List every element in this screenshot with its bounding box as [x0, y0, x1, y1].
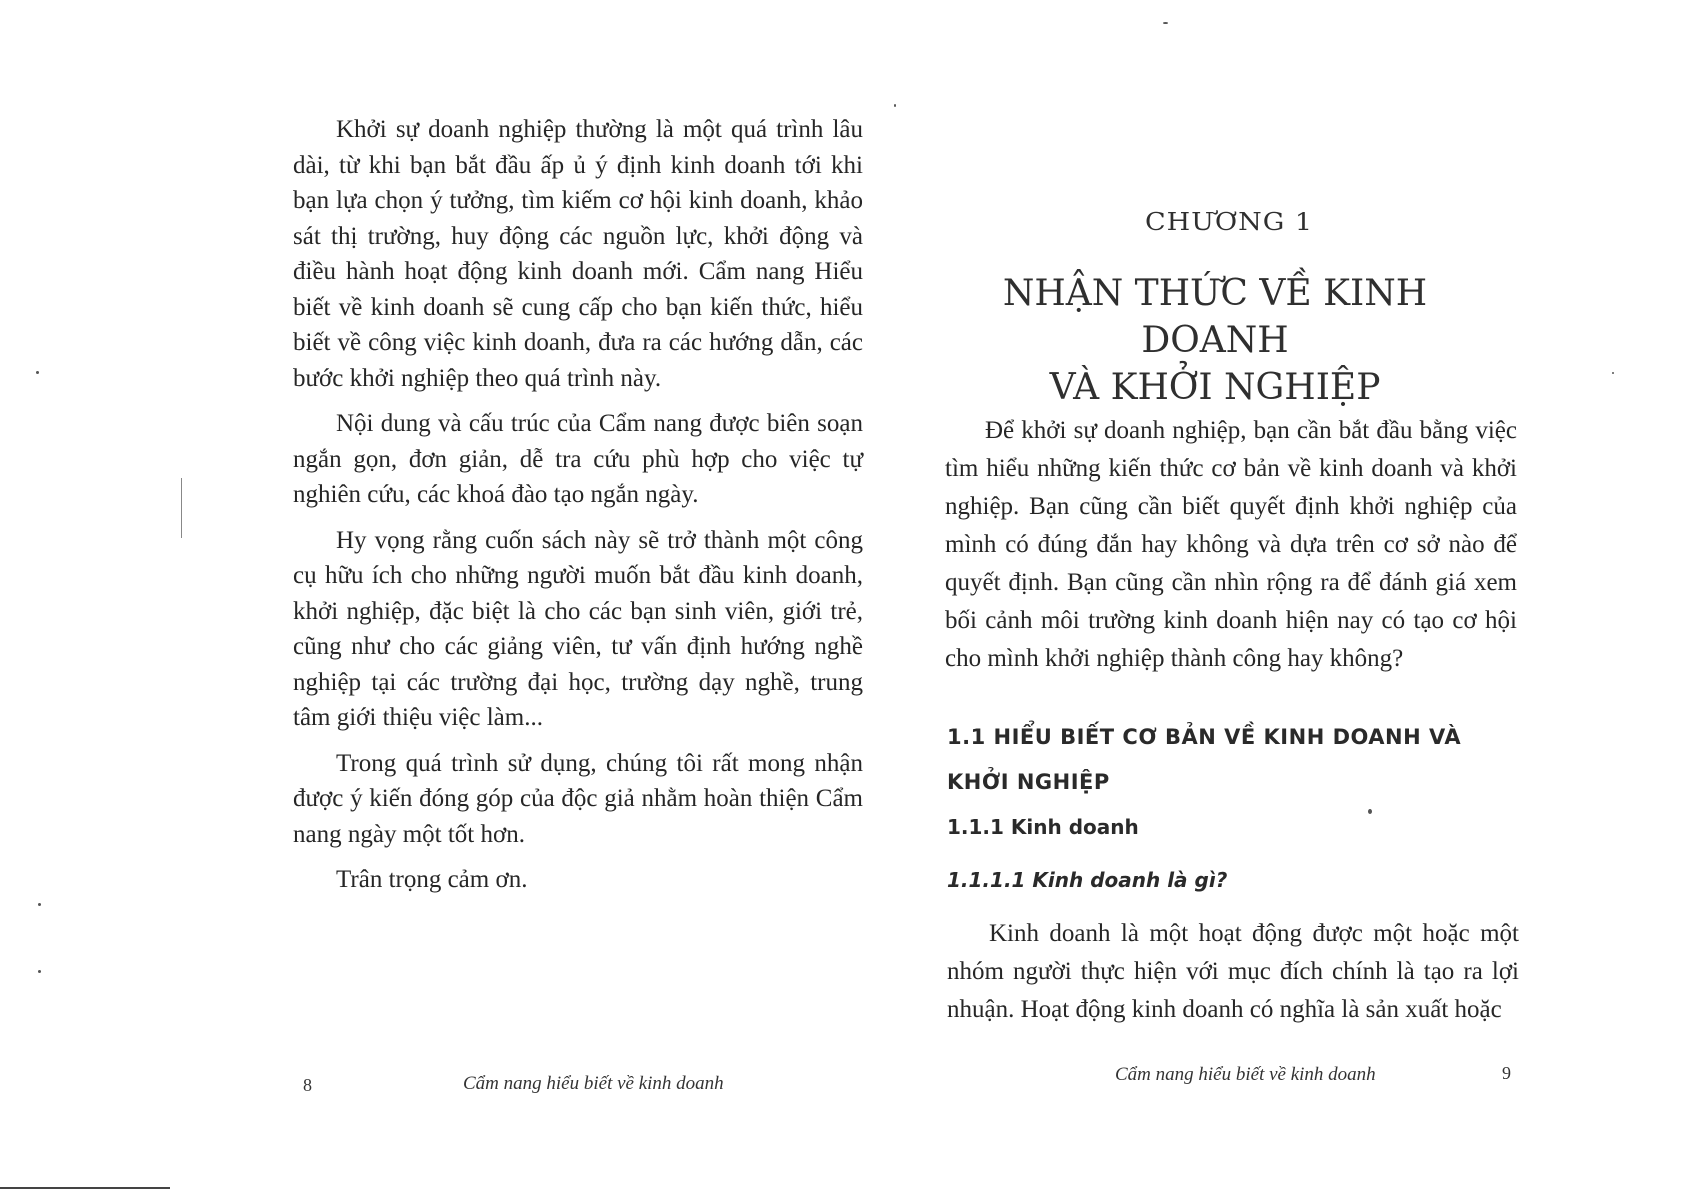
paragraph-feedback: Trong quá trình sử dụng, chúng tôi rất mong nhận được ý kiến đóng góp của độc giả nhằm hoàn thiện Cẩm nang ngày một tốt hơn.	[293, 749, 863, 848]
scan-speck	[36, 371, 39, 374]
scan-edge-line	[0, 1187, 170, 1189]
chapter-title	[940, 270, 1490, 411]
paragraph-intro: Khởi sự doanh nghiệp thường là một quá trình lâu dài, từ khi bạn bắt đầu ấp ủ ý định kinh doanh tới khi bạn lựa chọn ý tưởng, tìm kiếm cơ hội kinh doanh, khảo sát thị trường, huy động các nguồn lực, khởi động và điều hành hoạt động kinh doanh mới. Cẩm nang Hiểu biết về kinh doanh sẽ cung cấp cho bạn kiến thức, hiểu biết về công việc kinh doanh, đưa ra các hướng dẫn, các bước khởi nghiệp theo quá trình này.	[293, 116, 863, 392]
body-paragraph: Kinh doanh là một hoạt động được một hoặc một nhóm người thực hiện với mục đích chính là tạo ra lợi nhuận. Hoạt động kinh doanh có nghĩa là sản xuất hoặc	[947, 920, 1519, 1023]
chapter-title-line-2: VÀ KHỞI NGHIỆP	[1049, 367, 1381, 408]
left-page-body	[293, 112, 863, 908]
running-footer-left: Cẩm nang hiểu biết về kinh doanh	[463, 1073, 724, 1094]
page-number-left: 8	[303, 1075, 312, 1095]
paragraph-hope: Hy vọng rằng cuốn sách này sẽ trở thành một công cụ hữu ích cho những người muốn bắt đầu kinh doanh, khởi nghiệp, đặc biệt là cho các bạn sinh viên, giới trẻ, cũng như cho các giảng viên, tư vấn định hướng nghề nghiệp tại các trường đại học, trường dạy nghề, trung tâm giới thiệu việc làm...	[293, 526, 863, 731]
scan-speck	[1612, 372, 1614, 374]
scan-speck	[38, 970, 41, 973]
paragraph-thanks: Trân trọng cảm ơn.	[336, 866, 528, 893]
section-heading-1-1-1-1: 1.1.1.1 Kinh doanh là gì?	[947, 868, 1228, 892]
running-footer-right: Cẩm nang hiểu biết về kinh doanh	[1115, 1064, 1376, 1085]
scan-speck	[894, 104, 896, 107]
chapter-title-line-1: NHẬN THỨC VỀ KINH DOANH	[1002, 273, 1428, 361]
scan-speck	[1163, 22, 1168, 24]
chapter-label: CHƯƠNG 1	[1145, 208, 1314, 237]
paragraph-structure: Nội dung và cấu trúc của Cẩm nang được biên soạn ngắn gọn, đơn giản, dễ tra cứu phù hợp cho việc tự nghiên cứu, các khoá đào tạo ngắn ngày.	[293, 410, 863, 508]
right-page-body	[947, 915, 1519, 1029]
scan-speck	[1368, 809, 1372, 814]
intro-paragraph: Để khởi sự doanh nghiệp, bạn cần bắt đầu bằng việc tìm hiểu những kiến thức cơ bản về kinh doanh và khởi nghiệp. Bạn cũng cần biết quyết định khởi nghiệp của mình có đúng đắn hay không và dựa trên cơ sở nào để quyết định. Bạn cũng cần nhìn rộng ra để đánh giá xem bối cảnh môi trường kinh doanh hiện nay có tạo cơ hội cho mình khởi nghiệp thành công hay không?	[945, 417, 1517, 672]
page-number-right: 9	[1502, 1063, 1511, 1083]
section-heading-1-1-1: 1.1.1 Kinh doanh	[947, 815, 1139, 839]
margin-line	[181, 478, 182, 538]
section-heading-1-1: 1.1 HIỂU BIẾT CƠ BẢN VỀ KINH DOANH VÀ KHỞI NGHIỆP	[947, 725, 1462, 794]
right-page-intro	[945, 412, 1517, 678]
scan-speck	[38, 903, 41, 906]
